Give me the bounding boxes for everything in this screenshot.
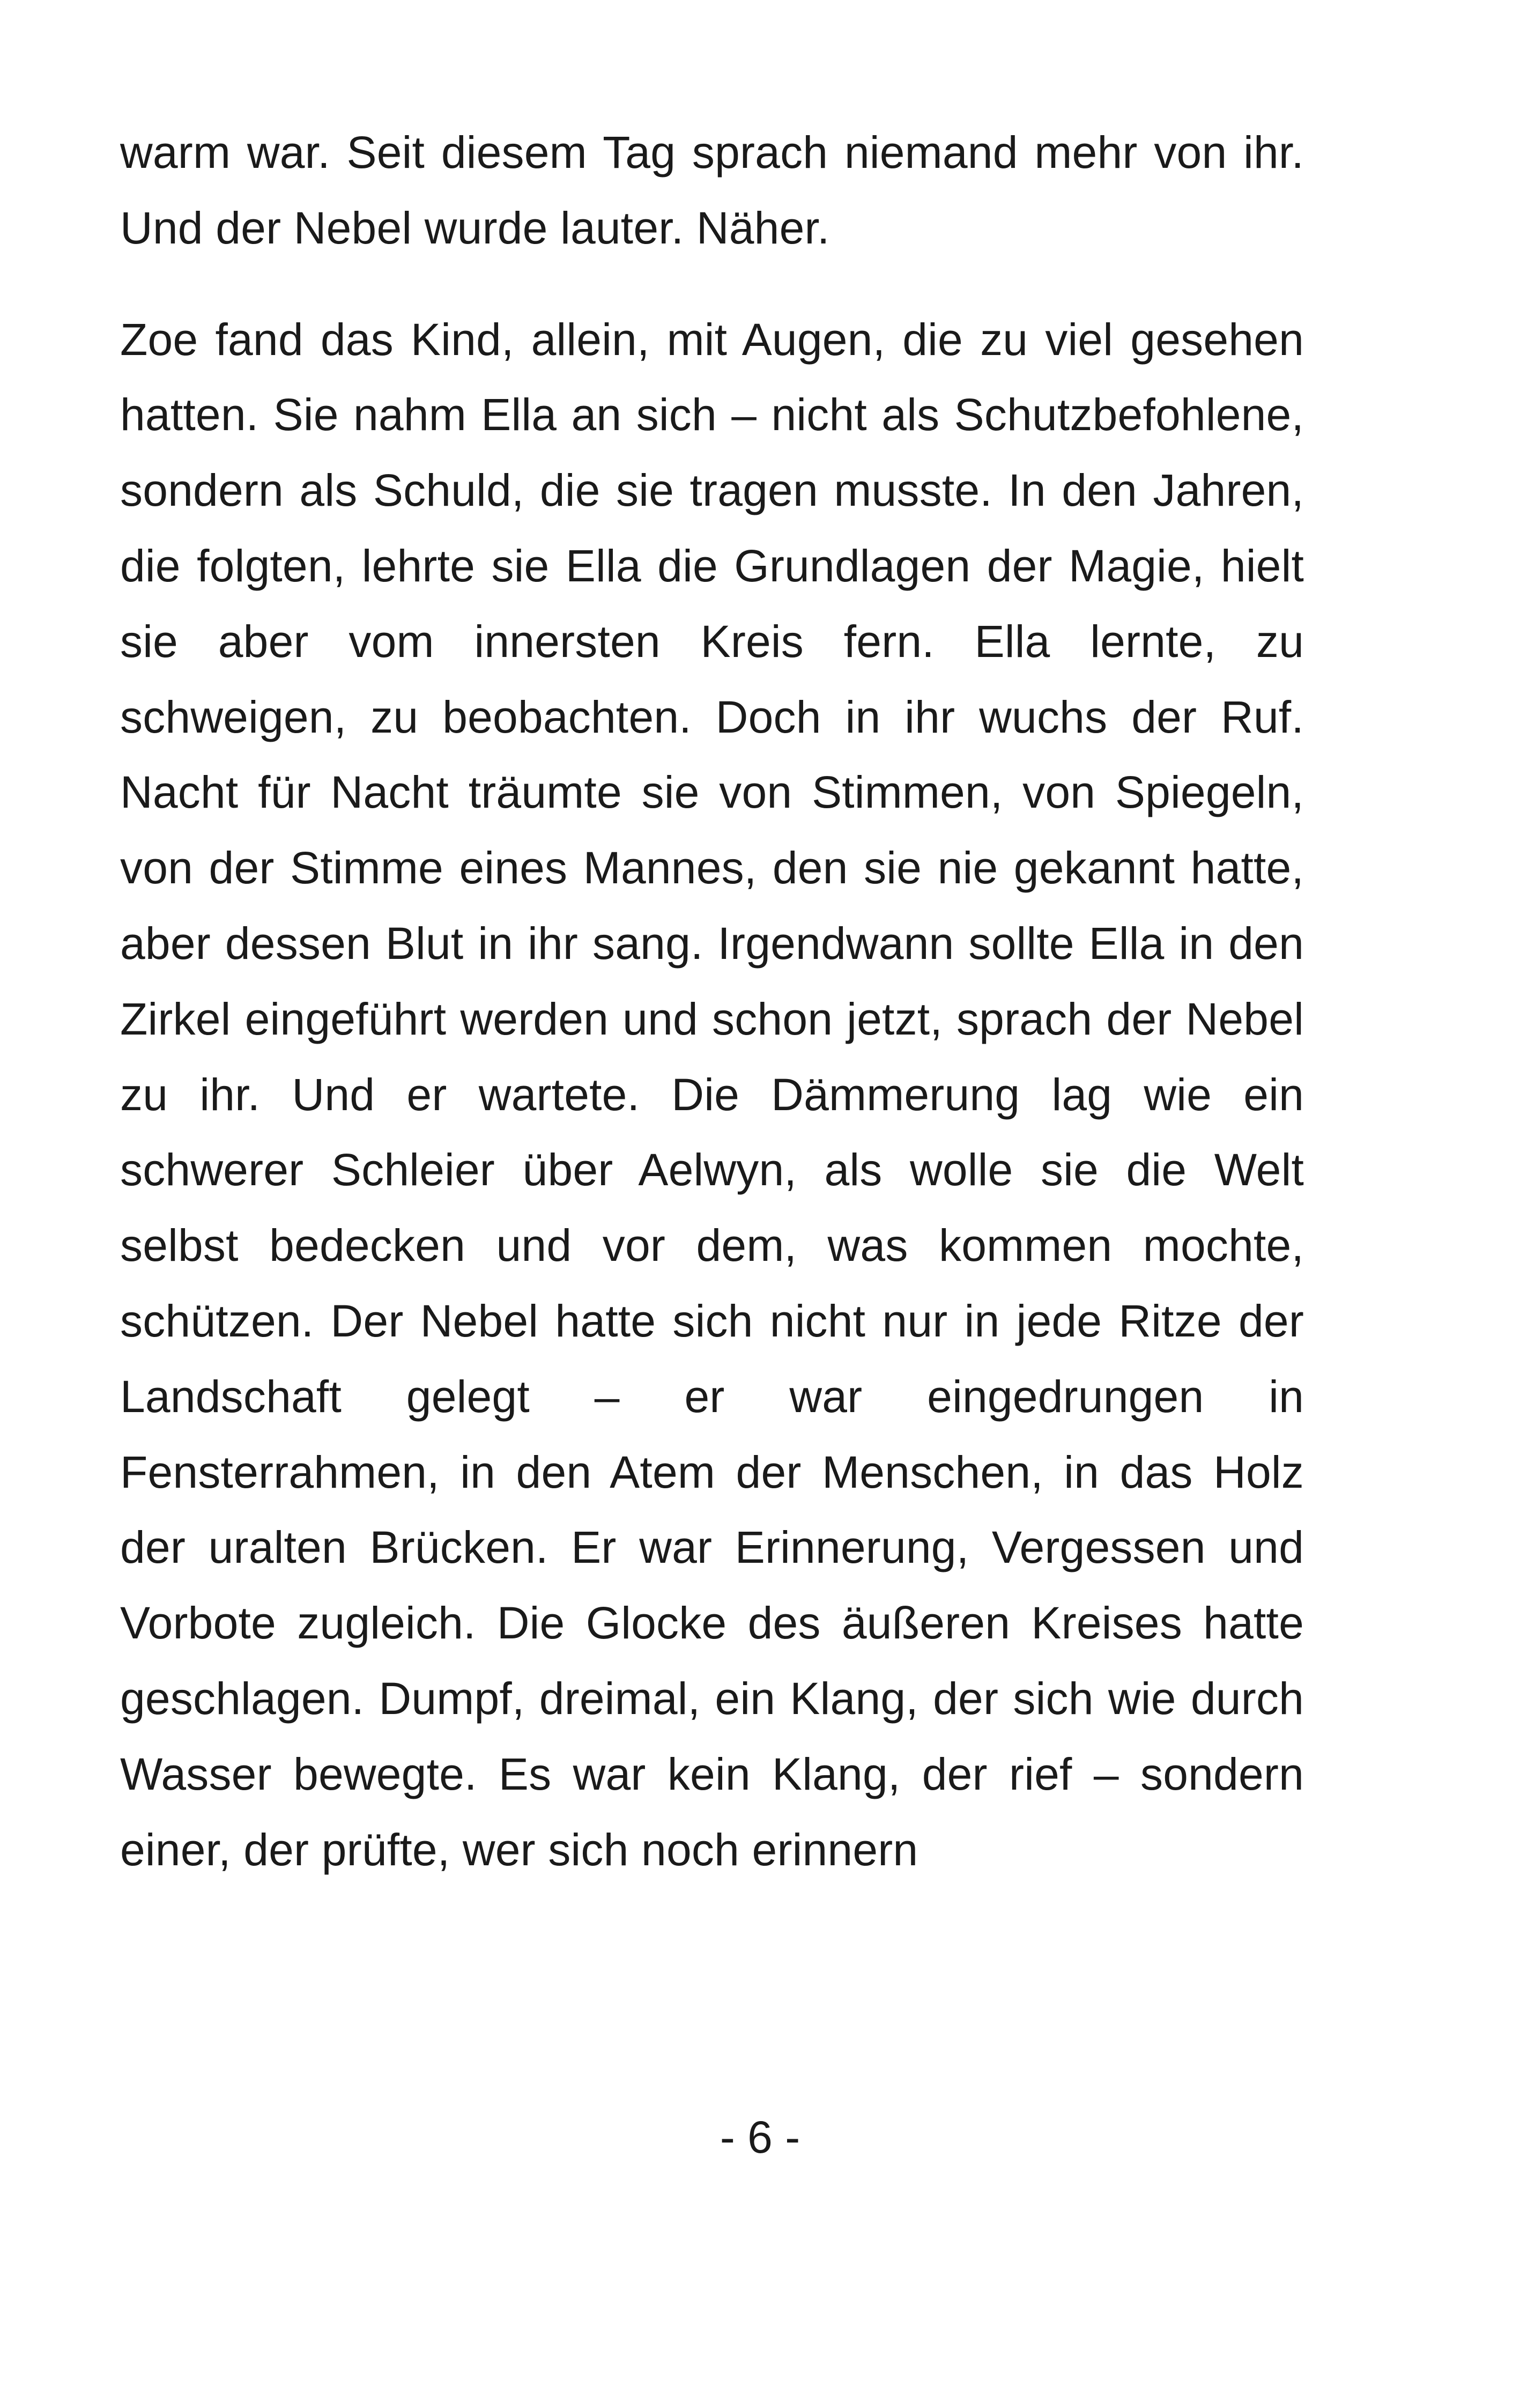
body-text	[120, 115, 1304, 1887]
paragraph-2: Zoe fand das Kind, allein, mit Augen, die zu viel gesehen hatten. Sie nahm Ella an sich – nicht als Schutzbefohlene, sondern als Schuld, die sie tragen musste. In den Jahren, die folgten, lehrte sie Ella die Grundlagen der Magie, hielt sie aber vom innersten Kreis fern. Ella lernte, zu schweigen, zu beobachten. Doch in ihr wuchs der Ruf. Nacht für Nacht träumte sie von Stimmen, von Spiegeln, von der Stimme eines Mannes, den sie nie gekannt hatte, aber dessen Blut in ihr sang. Irgendwann sollte Ella in den Zirkel eingeführt werden und schon jetzt, sprach der Nebel zu ihr. Und er wartete. Die Dämmerung lag wie ein schwerer Schleier über Aelwyn, als wolle sie die Welt selbst bedecken und vor dem, was kommen mochte, schützen. Der Nebel hatte sich nicht nur in jede Ritze der Landschaft gelegt – er war eingedrungen in Fensterrahmen, in den Atem der Menschen, in das Holz der uralten Brücken. Er war Erinnerung, Vergessen und Vorbote zugleich. Die Glocke des äußeren Kreises hatte geschlagen. Dumpf, dreimal, ein Klang, der sich wie durch Wasser bewegte. Es war kein Klang, der rief – sondern einer, der prüfte, wer sich noch erinnern	[120, 314, 1304, 1875]
paragraph-1: warm war. Seit diesem Tag sprach niemand mehr von ihr. Und der Nebel wurde lauter. Näher.	[120, 127, 1304, 253]
page-number: - 6 -	[720, 2112, 800, 2162]
